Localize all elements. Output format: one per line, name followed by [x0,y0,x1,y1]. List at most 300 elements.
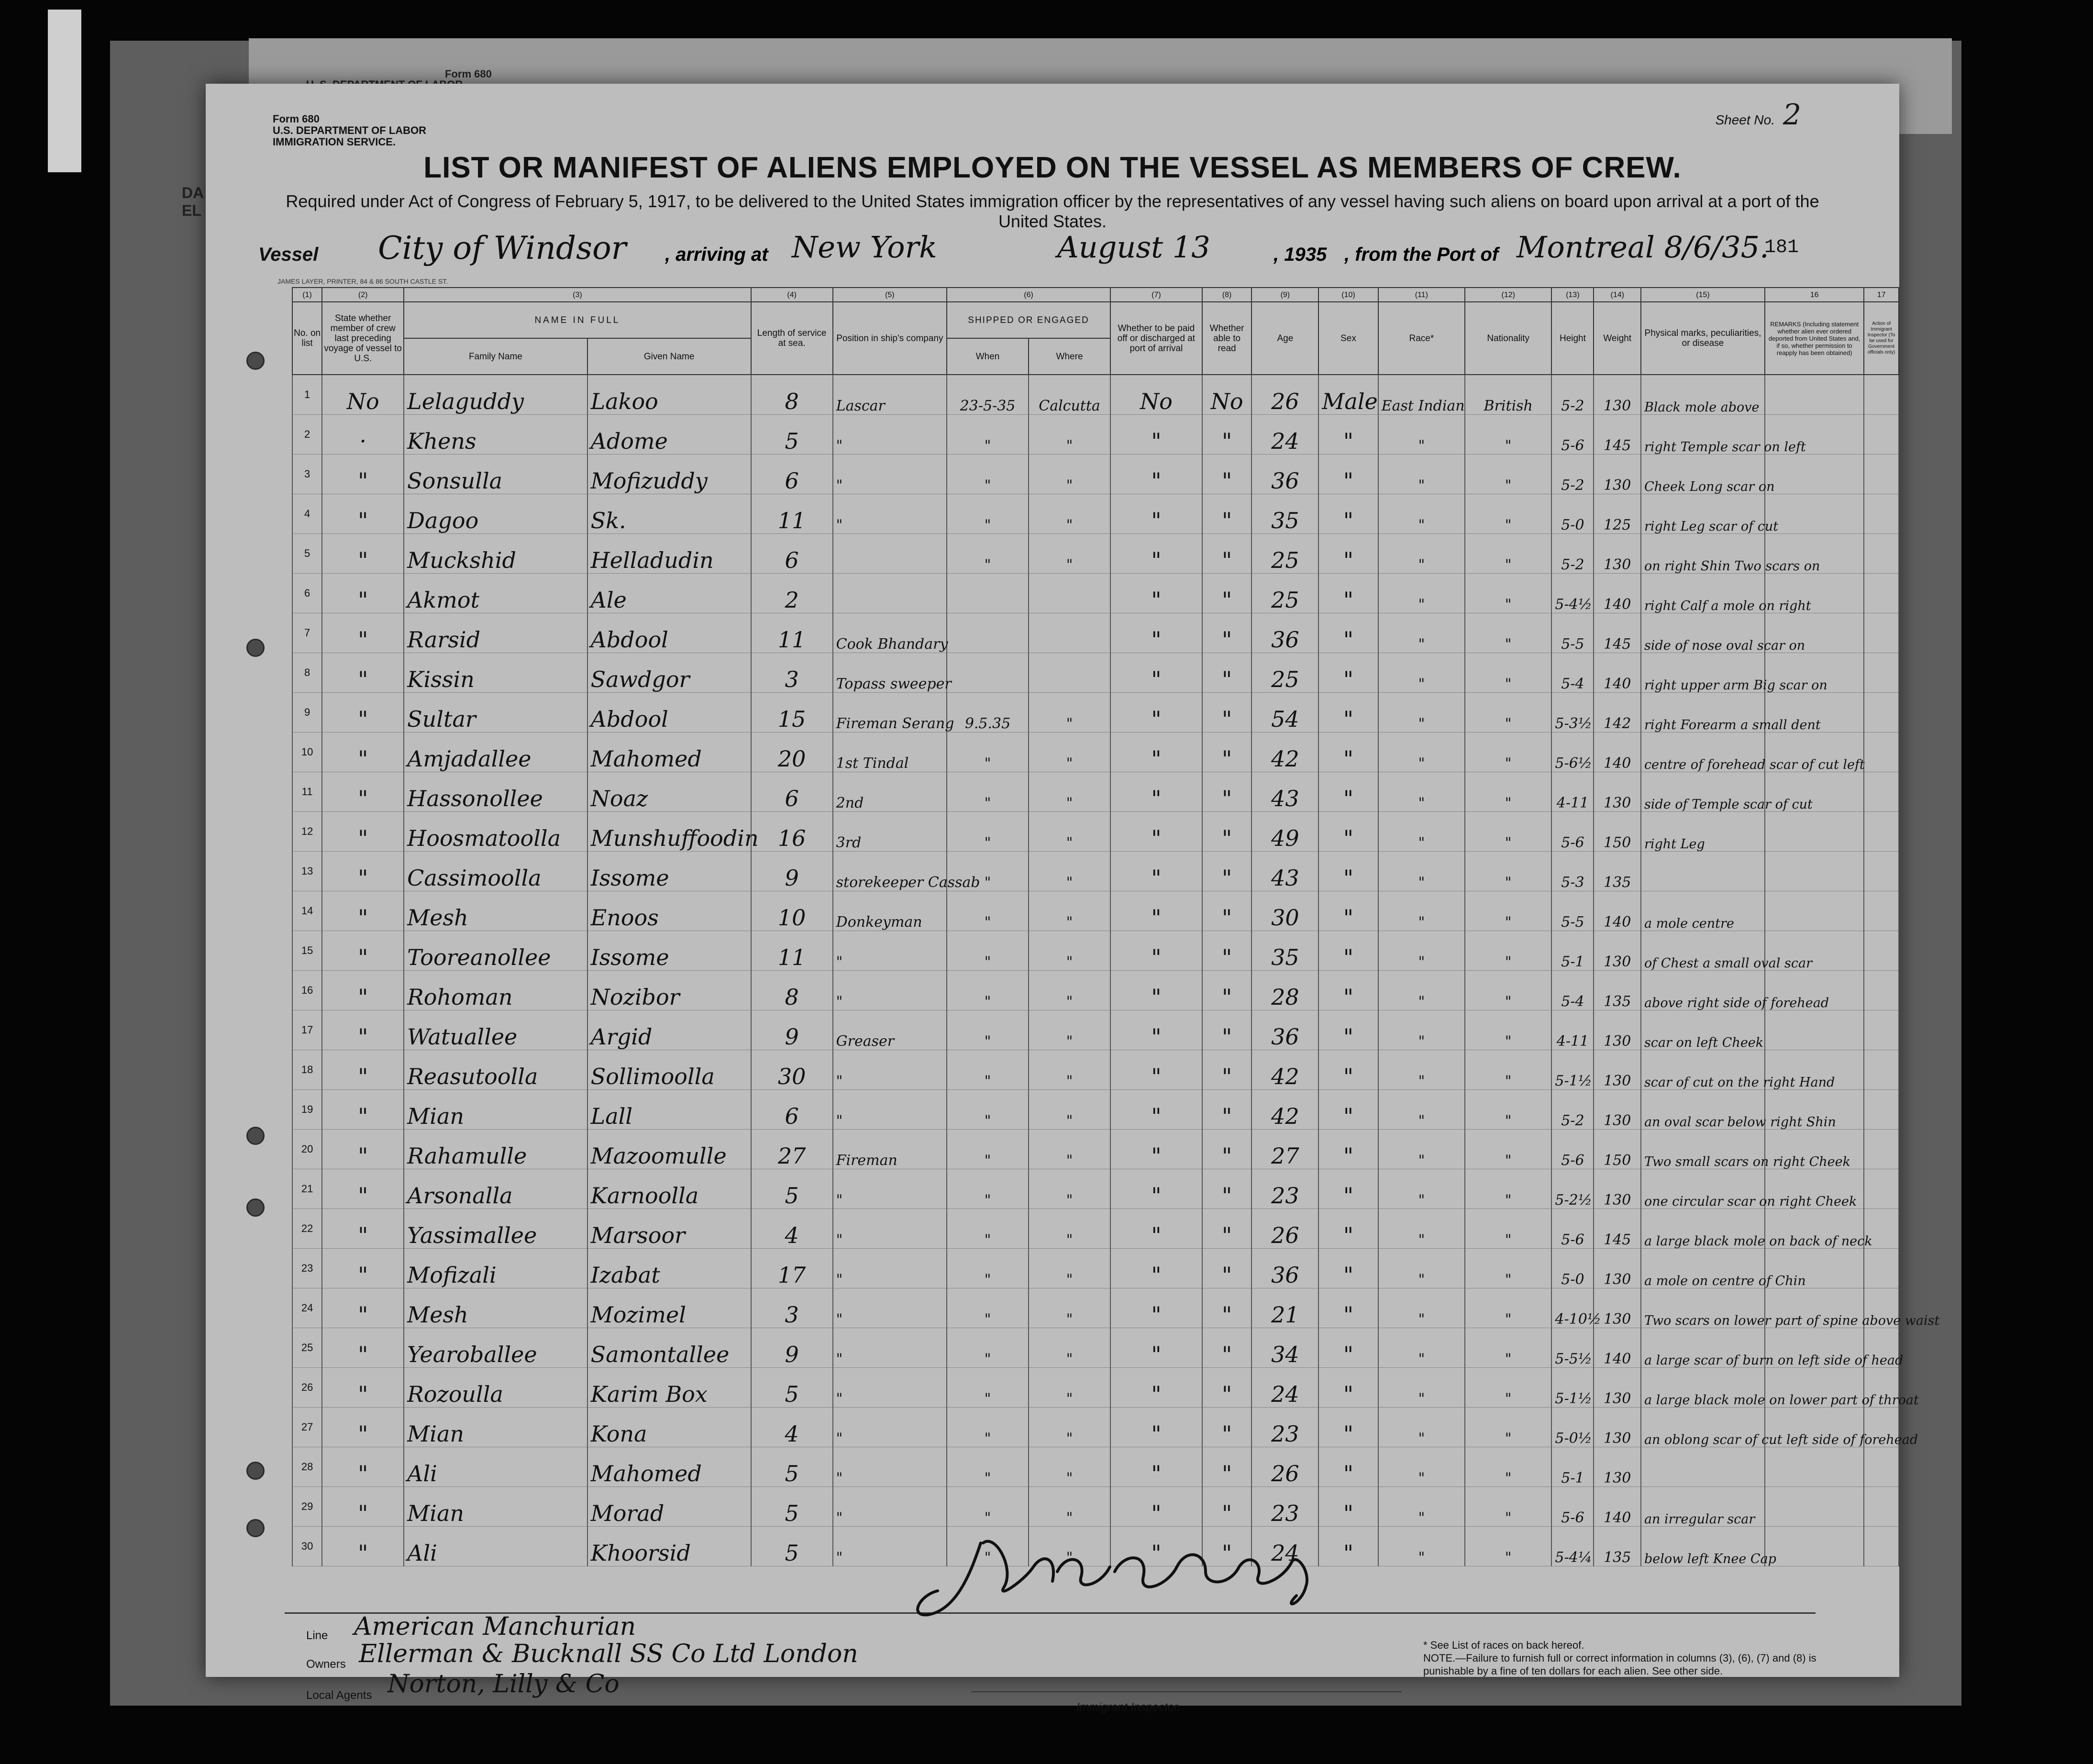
table-row [292,415,1899,455]
row-number: 21 [292,1169,322,1209]
physical-marks-cell: on right Shin Two scars on [1641,534,1765,574]
family-name-cell: Yearoballee [404,1328,587,1368]
age-cell: 42 [1251,1050,1318,1090]
family-name-cell: Sultar [404,693,587,732]
column-number: (5) [833,288,947,302]
length-of-service-cell: 11 [751,931,833,971]
paid-off-cell: " [1110,653,1202,693]
weight-cell: 125 [1594,494,1640,534]
inspector-action-cell [1864,534,1899,574]
last-voyage-cell: " [322,1328,404,1368]
shipped-when-cell: " [947,732,1029,772]
sex-cell: " [1318,1527,1378,1566]
vessel-name: City of Windsor [378,230,627,266]
given-name-cell: Mozimel [587,1288,751,1328]
weight-cell: 130 [1594,1169,1640,1209]
paid-off-cell: " [1110,455,1202,494]
length-of-service-cell: 16 [751,812,833,852]
height-cell: 5-6 [1551,1209,1594,1249]
sex-cell: " [1318,1368,1378,1408]
sex-cell: " [1318,1050,1378,1090]
length-of-service-cell: 6 [751,772,833,812]
family-name-cell: Watuallee [404,1010,587,1050]
nationality-cell: " [1465,1209,1551,1249]
binder-edge [48,10,81,172]
length-of-service-cell: 5 [751,1368,833,1408]
family-name-cell: Yassimallee [404,1209,587,1249]
weight-cell: 135 [1594,1527,1640,1566]
last-voyage-cell: " [322,812,404,852]
race-cell: " [1378,772,1465,812]
height-cell: 5-2 [1551,455,1594,494]
shipped-when-cell: " [947,971,1029,1010]
shipped-where-cell [1029,613,1110,653]
family-name-cell: Rarsid [404,613,587,653]
last-voyage-cell: " [322,1368,404,1408]
family-name-cell: Sonsulla [404,455,587,494]
shipped-when-cell: 9.5.35 [947,693,1029,732]
sex-cell: " [1318,455,1378,494]
paid-off-cell: " [1110,931,1202,971]
physical-marks-cell [1641,852,1765,891]
column-number: (3) [404,288,751,302]
remarks-cell [1765,375,1864,415]
physical-marks-cell: an irregular scar [1641,1487,1765,1527]
shipped-when-cell: " [947,772,1029,812]
inspector-action-cell [1864,931,1899,971]
inspector-action-cell [1864,971,1899,1010]
shipped-where-cell [1029,653,1110,693]
inspector-action-cell [1864,1050,1899,1090]
header-length-service: Length of service at sea. [751,302,833,375]
shipped-when-cell: " [947,1408,1029,1447]
given-name-cell: Noaz [587,772,751,812]
race-cell: " [1378,852,1465,891]
paid-off-cell: " [1110,1249,1202,1288]
inspector-action-cell [1864,653,1899,693]
column-number: (13) [1551,288,1594,302]
inspector-action-cell [1864,415,1899,455]
last-voyage-cell: " [322,1130,404,1169]
inspector-action-cell [1864,574,1899,613]
vessel-label: Vessel [258,244,319,265]
column-number: (8) [1202,288,1252,302]
sex-cell: " [1318,1130,1378,1169]
shipped-where-cell: " [1029,1368,1110,1408]
shipped-where-cell: " [1029,1447,1110,1487]
able-to-read-cell: " [1202,1249,1252,1288]
sex-cell: " [1318,1169,1378,1209]
table-row [292,455,1899,494]
header-age: Age [1251,302,1318,375]
nationality-cell: " [1465,1487,1551,1527]
able-to-read-cell: " [1202,534,1252,574]
inspector-action-cell [1864,1249,1899,1288]
nationality-cell: " [1465,772,1551,812]
sex-cell: " [1318,494,1378,534]
position-cell: Fireman [833,1130,947,1169]
shipped-when-cell: " [947,1169,1029,1209]
back-sheet-form-no: Form 680 [445,68,492,80]
shipped-where-cell: " [1029,1130,1110,1169]
age-cell: 25 [1251,534,1318,574]
paid-off-cell: " [1110,891,1202,931]
inspector-action-cell [1864,494,1899,534]
physical-marks-cell: one circular scar on right Cheek [1641,1169,1765,1209]
arrival-port: New York [792,230,937,265]
height-cell: 5-0 [1551,1249,1594,1288]
height-cell: 5-5 [1551,891,1594,931]
shipped-where-cell: " [1029,1090,1110,1130]
weight-cell: 130 [1594,1249,1640,1288]
height-cell: 5-1½ [1551,1050,1594,1090]
column-number: (11) [1378,288,1465,302]
inspector-action-cell [1864,455,1899,494]
binder-hole [246,352,265,370]
header-height: Height [1551,302,1594,375]
family-name-cell: Mian [404,1487,587,1527]
sheet-label: Sheet No. [1715,112,1775,127]
inspector-label: Immigrant Inspector. [1076,1701,1181,1714]
sex-cell: Male [1318,375,1378,415]
race-cell: " [1378,812,1465,852]
able-to-read-cell: " [1202,1408,1252,1447]
weight-cell: 140 [1594,1487,1640,1527]
weight-cell: 130 [1594,1447,1640,1487]
physical-marks-cell: scar on left Cheek [1641,1010,1765,1050]
physical-marks-cell: below left Knee Cap [1641,1527,1765,1566]
sex-cell: " [1318,1249,1378,1288]
last-voyage-cell: " [322,494,404,534]
sex-cell: " [1318,971,1378,1010]
given-name-cell: Marsoor [587,1209,751,1249]
header-race: Race* [1378,302,1465,375]
given-name-cell: Khoorsid [587,1527,751,1566]
length-of-service-cell: 6 [751,534,833,574]
height-cell: 5-2 [1551,375,1594,415]
given-name-cell: Abdool [587,613,751,653]
given-name-cell: Adome [587,415,751,455]
last-voyage-cell: " [322,852,404,891]
length-of-service-cell: 6 [751,455,833,494]
length-of-service-cell: 9 [751,1010,833,1050]
able-to-read-cell: " [1202,1368,1252,1408]
last-voyage-cell: " [322,1169,404,1209]
remarks-cell [1765,1010,1864,1050]
row-number: 12 [292,812,322,852]
service-name: IMMIGRATION SERVICE. [273,136,396,148]
nationality-cell: " [1465,891,1551,931]
sex-cell: " [1318,1209,1378,1249]
position-cell [833,574,947,613]
shipped-where-cell: " [1029,1050,1110,1090]
weight-cell: 150 [1594,812,1640,852]
length-of-service-cell: 6 [751,1090,833,1130]
weight-cell: 130 [1594,1408,1640,1447]
header-last-voyage: State whether member of crew last preceding voyage of vessel to U.S. [322,302,404,375]
form-header [273,113,426,148]
shipped-when-cell: " [947,415,1029,455]
shipped-where-cell [1029,574,1110,613]
table-row [292,1050,1899,1090]
row-number: 3 [292,455,322,494]
family-name-cell: Tooreanollee [404,931,587,971]
able-to-read-cell: " [1202,455,1252,494]
shipped-when-cell: " [947,1209,1029,1249]
physical-marks-cell: above right side of forehead [1641,971,1765,1010]
length-of-service-cell: 9 [751,1328,833,1368]
position-cell: " [833,1209,947,1249]
length-of-service-cell: 11 [751,494,833,534]
last-voyage-cell: " [322,1050,404,1090]
header-paid-off: Whether to be paid off or discharged at port of arrival [1110,302,1202,375]
shipped-where-cell: " [1029,693,1110,732]
nationality-cell: " [1465,1090,1551,1130]
position-cell: Greaser [833,1010,947,1050]
sex-cell: " [1318,772,1378,812]
age-cell: 35 [1251,494,1318,534]
agents-label: Local Agents [306,1689,372,1702]
inspector-action-cell [1864,1130,1899,1169]
row-number: 17 [292,1010,322,1050]
race-cell: " [1378,971,1465,1010]
position-cell: " [833,1487,947,1527]
physical-marks-cell: an oval scar below right Shin [1641,1090,1765,1130]
weight-cell: 135 [1594,852,1640,891]
race-cell: " [1378,534,1465,574]
shipped-when-cell: " [947,455,1029,494]
shipped-where-cell: " [1029,1527,1110,1566]
table-row [292,1209,1899,1249]
last-voyage-cell: " [322,1090,404,1130]
paid-off-cell: " [1110,494,1202,534]
able-to-read-cell: " [1202,852,1252,891]
remarks-cell [1765,494,1864,534]
able-to-read-cell: " [1202,1447,1252,1487]
shipped-where-cell: " [1029,1010,1110,1050]
weight-cell: 142 [1594,693,1640,732]
weight-cell: 135 [1594,971,1640,1010]
age-cell: 27 [1251,1130,1318,1169]
shipped-when-cell: " [947,1010,1029,1050]
paid-off-cell: " [1110,732,1202,772]
column-number: (9) [1251,288,1318,302]
header-weight: Weight [1594,302,1640,375]
weight-cell: 140 [1594,574,1640,613]
shipped-when-cell: " [947,1090,1029,1130]
row-number: 27 [292,1408,322,1447]
inspector-action-cell [1864,1447,1899,1487]
row-number: 4 [292,494,322,534]
back-sheet-edge-letters: DA EL [182,184,204,219]
height-cell: 5-6 [1551,415,1594,455]
last-voyage-cell: No [322,375,404,415]
column-number: 17 [1864,288,1899,302]
nationality-cell: " [1465,1408,1551,1447]
position-cell: 1st Tindal [833,732,947,772]
position-cell: " [833,931,947,971]
last-voyage-cell: " [322,1288,404,1328]
family-name-cell: Reasutoolla [404,1050,587,1090]
row-number: 1 [292,375,322,415]
paid-off-cell: " [1110,534,1202,574]
binder-hole [246,1462,265,1480]
height-cell: 5-4¼ [1551,1527,1594,1566]
race-cell: " [1378,1130,1465,1169]
family-name-cell: Akmot [404,574,587,613]
family-name-cell: Rahamulle [404,1130,587,1169]
shipped-where-cell: " [1029,852,1110,891]
header-given-name: Given Name [587,338,751,375]
age-cell: 24 [1251,1368,1318,1408]
shipped-where-cell: " [1029,494,1110,534]
departure-port: Montreal 8/6/35. [1517,230,1769,265]
shipped-where-cell: " [1029,534,1110,574]
length-of-service-cell: 5 [751,415,833,455]
inspector-signature [899,1514,1473,1629]
nationality-cell: " [1465,812,1551,852]
given-name-cell: Mazoomulle [587,1130,751,1169]
shipped-where-cell: " [1029,732,1110,772]
row-number: 28 [292,1447,322,1487]
column-number: (7) [1110,288,1202,302]
paid-off-cell: " [1110,1090,1202,1130]
age-cell: 26 [1251,1447,1318,1487]
family-name-cell: Ali [404,1447,587,1487]
footnote-star: * See List of races on back hereof. [1423,1639,1584,1651]
position-cell [833,534,947,574]
able-to-read-cell: " [1202,971,1252,1010]
able-to-read-cell: " [1202,1130,1252,1169]
race-cell: " [1378,1249,1465,1288]
sex-cell: " [1318,1447,1378,1487]
position-cell: " [833,1527,947,1566]
nationality-cell: " [1465,534,1551,574]
inspector-action-cell [1864,1487,1899,1527]
table-row [292,971,1899,1010]
able-to-read-cell: " [1202,1209,1252,1249]
page-title: LIST OR MANIFEST OF ALIENS EMPLOYED ON THE VESSEL AS MEMBERS OF CREW. [423,151,1682,184]
shipped-when-cell: " [947,1527,1029,1566]
header-row-top [292,302,1899,338]
paid-off-cell: " [1110,613,1202,653]
paid-off-cell: " [1110,1328,1202,1368]
position-cell: " [833,1050,947,1090]
nationality-cell: " [1465,613,1551,653]
able-to-read-cell: No [1202,375,1252,415]
remarks-cell [1765,852,1864,891]
able-to-read-cell: " [1202,613,1252,653]
height-cell: 5-1 [1551,931,1594,971]
from-port-label: , from the Port of [1344,244,1499,265]
weight-cell: 150 [1594,1130,1640,1169]
last-voyage-cell: · [322,415,404,455]
weight-cell: 130 [1594,375,1640,415]
height-cell: 5-2 [1551,1090,1594,1130]
binder-hole [246,1127,265,1145]
height-cell: 5-5 [1551,613,1594,653]
physical-marks-cell: of Chest a small oval scar [1641,931,1765,971]
length-of-service-cell: 15 [751,693,833,732]
able-to-read-cell: " [1202,494,1252,534]
age-cell: 49 [1251,812,1318,852]
family-name-cell: Mian [404,1408,587,1447]
shipped-when-cell: " [947,1447,1029,1487]
sex-cell: " [1318,1090,1378,1130]
header-when: When [947,338,1029,375]
inspector-action-cell [1864,891,1899,931]
race-cell: " [1378,1288,1465,1328]
nationality-cell: " [1465,931,1551,971]
table-row [292,1328,1899,1368]
header-where: Where [1029,338,1110,375]
column-number: (15) [1641,288,1765,302]
shipped-when-cell: " [947,1368,1029,1408]
given-name-cell: Karnoolla [587,1169,751,1209]
last-voyage-cell: " [322,653,404,693]
nationality-cell: " [1465,852,1551,891]
arrival-date: August 13 [1057,230,1210,265]
race-cell: " [1378,574,1465,613]
position-cell: " [833,971,947,1010]
able-to-read-cell: " [1202,891,1252,931]
able-to-read-cell: " [1202,1328,1252,1368]
position-cell: Fireman Serang [833,693,947,732]
given-name-cell: Lall [587,1090,751,1130]
position-cell: Donkeyman [833,891,947,931]
table-row [292,375,1899,415]
race-cell: " [1378,732,1465,772]
shipped-when-cell: " [947,812,1029,852]
row-number: 20 [292,1130,322,1169]
nationality-cell: " [1465,1527,1551,1566]
height-cell: 5-3½ [1551,693,1594,732]
length-of-service-cell: 11 [751,613,833,653]
column-number: (10) [1318,288,1378,302]
family-name-cell: Dagoo [404,494,587,534]
physical-marks-cell: a mole on centre of Chin [1641,1249,1765,1288]
weight-cell: 130 [1594,1050,1640,1090]
given-name-cell: Mahomed [587,1447,751,1487]
remarks-cell [1765,455,1864,494]
position-cell: 2nd [833,772,947,812]
column-number: (4) [751,288,833,302]
position-cell: storekeeper Cassab [833,852,947,891]
sex-cell: " [1318,613,1378,653]
position-cell: 3rd [833,812,947,852]
shipped-where-cell: " [1029,1288,1110,1328]
able-to-read-cell: " [1202,1090,1252,1130]
nationality-cell: " [1465,1130,1551,1169]
given-name-cell: Enoos [587,891,751,931]
length-of-service-cell: 27 [751,1130,833,1169]
physical-marks-cell: a mole centre [1641,891,1765,931]
height-cell: 5-4 [1551,653,1594,693]
weight-cell: 130 [1594,1090,1640,1130]
column-number: (1) [292,288,322,302]
able-to-read-cell: " [1202,693,1252,732]
height-cell: 5-3 [1551,852,1594,891]
shipped-where-cell: " [1029,891,1110,931]
inspector-action-cell [1864,613,1899,653]
height-cell: 4-11 [1551,772,1594,812]
shipped-where-cell: " [1029,1169,1110,1209]
row-number: 19 [292,1090,322,1130]
weight-cell: 145 [1594,415,1640,455]
weight-cell: 130 [1594,1368,1640,1408]
race-cell: " [1378,1090,1465,1130]
inspector-action-cell [1864,772,1899,812]
